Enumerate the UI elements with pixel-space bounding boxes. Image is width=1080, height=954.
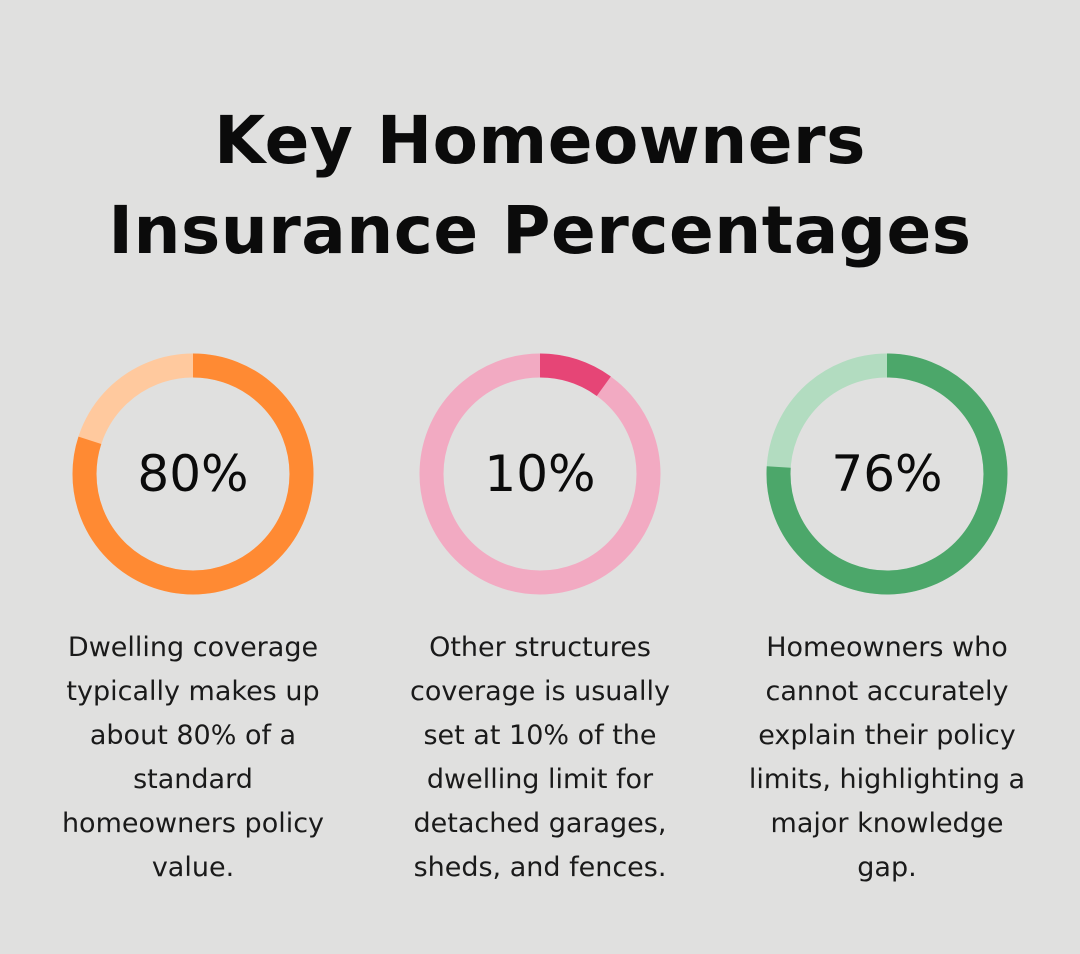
donut-chart <box>71 352 315 596</box>
percentage-value: 76% <box>831 445 943 503</box>
title-line-1: Key Homeowners <box>214 102 866 179</box>
percentage-value: 10% <box>484 445 596 503</box>
donut-chart <box>765 352 1009 596</box>
stat-description: Homeowners who cannot accurately explain their policy limits, highlighting a major knowledge gap. <box>748 632 1026 883</box>
stat-description: Other structures coverage is usually set at 10% of the dwelling limit for detached garages, sheds, and fences. <box>410 632 670 883</box>
stat-description: Dwelling coverage typically makes up about 80% of a standard homeowners policy value. <box>61 632 325 883</box>
stat-card-knowledge-gap <box>737 352 1037 890</box>
percentage-value: 80% <box>137 445 249 503</box>
page-title <box>0 96 1080 276</box>
donut-chart <box>418 352 662 596</box>
stat-card-dwelling <box>43 352 343 890</box>
title-line-2: Insurance Percentages <box>108 192 972 269</box>
stat-card-other-structures <box>390 352 690 890</box>
